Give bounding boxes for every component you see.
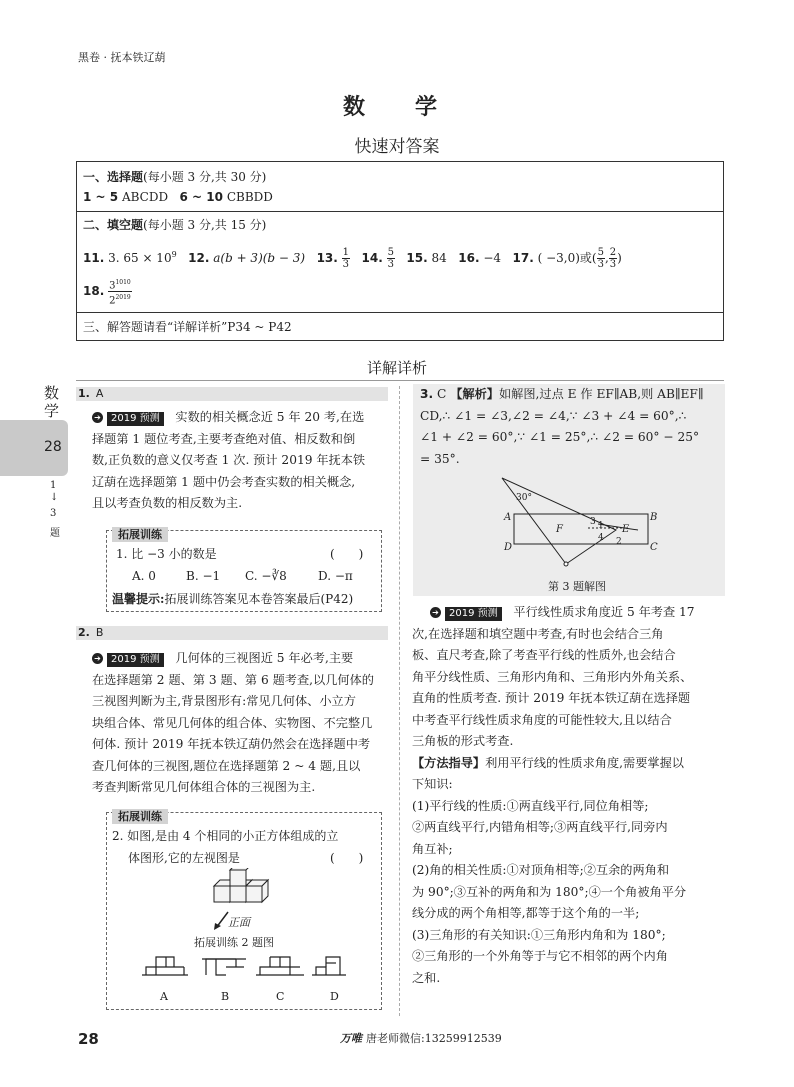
section-3-note: [77, 312, 723, 340]
q18-fraction: [108, 277, 132, 307]
q14-fraction: [387, 247, 395, 270]
prediction-tag: 2019 预测: [107, 412, 164, 426]
q12-value: a(b + 3)(b − 3): [213, 251, 306, 265]
q3-prediction-line: 中考查平行线性质求角度的可能性较大,且以结合: [412, 712, 672, 727]
q17-den1: 3: [597, 259, 604, 270]
q18-label: 18.: [83, 284, 105, 298]
q2-extension-q-line2: 体图形,它的左视图是: [128, 851, 240, 865]
front-label: 正面: [228, 916, 250, 929]
q1-extension-label: [112, 523, 168, 542]
method-label: 【方法指导】: [412, 755, 486, 770]
q15-label: 15.: [406, 251, 428, 265]
point-b: B: [650, 512, 658, 523]
side-subject-1: 数: [44, 384, 60, 402]
point-c: C: [650, 542, 658, 553]
section-1-answers: [77, 190, 723, 204]
q17-label: 17.: [512, 251, 534, 265]
q16-value: −4: [483, 251, 502, 265]
section-1-note: (每小题 3 分,共 30 分): [143, 170, 267, 184]
q3-analysis-label: 【解析】: [450, 387, 499, 401]
q17-fraction-2: [609, 247, 617, 270]
q1-line: 数,正负数的意义仅考查 1 次. 预计 2019 年抚本铁: [92, 453, 366, 467]
q1-option-a: A. 0: [132, 569, 156, 583]
q3-solution: [420, 384, 726, 470]
view-options-figure: [140, 955, 350, 989]
section-2-note: (每小题 3 分,共 15 分): [143, 218, 267, 232]
q2-extension-q-line1: 2. 如图,是由 4 个相同的小正方体组成的立: [112, 829, 339, 843]
q1-prediction: [92, 407, 392, 515]
section-2-title: 二、填空题: [83, 218, 144, 232]
q3-solution-line: CD,∴ ∠1 = ∠3,∠2 = ∠4,∵ ∠3 + ∠4 = 60°,∴: [420, 408, 687, 423]
q1-option-c: C. −∛8: [245, 569, 287, 583]
section-2-answers-row2: [77, 272, 723, 310]
q11-exponent: 9: [171, 250, 177, 259]
q1-extension-title: 拓展训练: [112, 527, 168, 542]
q13-label: 13.: [316, 251, 338, 265]
angle-2-label: 2: [616, 537, 622, 547]
footer-page-number: 28: [78, 1030, 99, 1048]
side-range-unit: 题: [50, 528, 60, 539]
q13-fraction: [342, 247, 350, 270]
q2-extension-label: [112, 805, 168, 824]
q18-den: 2: [109, 295, 116, 307]
q2-extension-title: 拓展训练: [112, 809, 168, 824]
q1-line: 辽葫在选择题第 1 题中仍会考查实数的相关概念,: [92, 474, 356, 489]
section-1-title: 一、选择题: [83, 170, 144, 184]
q17-sep: ,: [604, 251, 609, 265]
q3-method-line: 线分成的两个角相等,都等于这个角的一半;: [412, 906, 640, 920]
point-d: D: [504, 542, 513, 553]
contact-text: 唐老师微信:13259912539: [366, 1032, 502, 1045]
q3-prediction-line: 直角的性质考查. 预计 2019 年抚本铁辽葫在选择题: [412, 691, 691, 705]
q16-label: 16.: [458, 251, 480, 265]
q1-5-answers: ABCDD: [121, 190, 169, 204]
arrow-icon: ➔: [92, 653, 103, 664]
quick-answer-box: [76, 161, 724, 341]
running-header: 黑卷 · 抚本铁辽葫: [78, 51, 166, 64]
q3-answer: C: [437, 387, 447, 401]
q3-prediction-line: 平行线性质求角度近 5 年考查 17: [513, 605, 695, 619]
q3-prediction-line: 板、直尺考查,除了考查平行线的性质外,也会结合: [412, 648, 676, 662]
q2-answer-bar: [76, 626, 388, 640]
view-option-a: A: [160, 990, 168, 1003]
q3-prediction-line: 三角板的形式考查.: [412, 734, 514, 748]
q1-5-label: 1 ~ 5: [83, 190, 119, 204]
side-range-top: 1: [50, 480, 57, 491]
angle-30-label: 30°: [516, 493, 532, 503]
q18-num-exp: 1010: [115, 278, 131, 286]
q2-figure-caption: 拓展训练 2 题图: [194, 936, 274, 949]
q3-prediction: [412, 602, 728, 989]
q2-line: 几何体的三视图近 5 年必考,主要: [175, 651, 354, 665]
page-title: 数 学: [342, 95, 451, 120]
section-1-heading: [77, 168, 723, 185]
q1-hint: [112, 590, 353, 607]
q3-prediction-line: 角平分线性质、三角形内角和、三角形内外角关系、: [412, 669, 693, 684]
q1-answer: A: [95, 387, 104, 400]
quick-answer-heading: 快速对答案: [354, 137, 440, 157]
q17-value-a: ( −3,0)或(: [537, 251, 597, 265]
q1-line: 且以考查负数的相反数为主.: [92, 496, 243, 510]
q14-num: 5: [387, 247, 394, 258]
q1-line: 择题第 1 题位考查,主要考查绝对值、相反数和倒: [92, 431, 356, 446]
arrow-icon: ➔: [430, 607, 441, 618]
q2-label: 2.: [78, 626, 90, 639]
q14-den: 3: [387, 259, 394, 270]
q2-line: 查几何体的三视图,题位在选择题第 2 ~ 4 题,且以: [92, 758, 361, 773]
q13-num: 1: [342, 247, 350, 258]
point-f: F: [556, 524, 563, 535]
q3-method-line: ②三角形的一个外角等于与它不相邻的两个内角: [412, 949, 668, 963]
view-option-c: C: [276, 990, 285, 1003]
q17-fraction-1: [597, 247, 605, 270]
heading-divider: [76, 380, 724, 381]
q11-value: 3. 65 × 10: [108, 251, 172, 265]
q3-figure-caption: 第 3 题解图: [548, 580, 606, 593]
section-3-text: 三、解答题请看“详解详析”P34 ~ P42: [83, 320, 292, 334]
q14-label: 14.: [361, 251, 383, 265]
q1-option-b: B. −1: [186, 569, 221, 583]
arrow-icon: ➔: [92, 412, 103, 423]
hint-text: 拓展训练答案见本卷答案最后(P42): [164, 592, 354, 606]
q1-label: 1.: [78, 387, 90, 400]
q3-method-line: (1)平行线的性质:①两直线平行,同位角相等;: [412, 798, 649, 813]
detail-heading: 详解详析: [366, 359, 427, 377]
q3-solution-line: = 35°.: [420, 451, 460, 466]
view-option-b: B: [221, 990, 230, 1003]
q3-solution-line: ∠1 + ∠2 = 60°,∵ ∠1 = 25°,∴ ∠2 = 60° − 25°: [420, 430, 700, 444]
q3-label: 3.: [420, 387, 434, 401]
q2-line: 在选择题第 2 题、第 3 题、第 6 题考查,以几何体的: [92, 672, 374, 687]
hint-label: 温馨提示:: [112, 592, 165, 606]
q18-num: 3: [109, 280, 116, 291]
section-2-heading: [77, 211, 723, 238]
q11-label: 11.: [83, 251, 105, 265]
q2-line: 考查判断常见几何体组合体的三视图为主.: [92, 780, 316, 794]
q3-method-line: 之和.: [412, 970, 441, 985]
side-range-arrow: ↓: [50, 492, 59, 503]
q17-close: ): [617, 251, 622, 265]
prediction-tag: 2019 预测: [445, 607, 502, 621]
view-option-d: D: [330, 990, 339, 1003]
side-subject-2: 学: [44, 402, 60, 420]
q17-num2: 2: [609, 247, 617, 258]
q1-extension-paren: ( ): [330, 547, 364, 561]
q17-den2: 3: [609, 259, 617, 270]
angle-4-label: 4: [598, 533, 604, 543]
q2-line: 块组合体、常见几何体的组合体、实物图、不完整几: [92, 715, 373, 730]
q1-line: 实数的相关概念近 5 年 20 考,在选: [175, 410, 365, 424]
q6-10-label: 6 ~ 10: [179, 190, 223, 204]
q3-geometry-figure: [498, 468, 670, 578]
footer-contact: [340, 1030, 502, 1046]
q2-line: 三视图判断为主,背景图形有:常见几何体、小立方: [92, 694, 356, 708]
q3-solution-line: 如解图,过点 E 作 EF∥AB,则 AB∥EF∥: [498, 387, 704, 401]
q3-method-line: ②两直线平行,内错角相等;③两直线平行,同旁内: [412, 820, 668, 834]
q2-prediction: [92, 648, 392, 799]
q3-method-line: 为 90°;③互补的两角和为 180°;④一个角被角平分: [412, 884, 687, 899]
brand-logo: 万唯: [340, 1032, 362, 1045]
q18-den-exp: 2019: [115, 294, 131, 301]
q13-den: 3: [342, 259, 350, 270]
q6-10-answers: CBBDD: [226, 190, 273, 204]
side-page-number: 28: [44, 439, 62, 455]
q3-method-line: 角互补;: [412, 841, 453, 856]
q17-num1: 5: [597, 247, 604, 258]
point-a: A: [504, 512, 512, 523]
q3-method-line: 下知识:: [412, 777, 453, 791]
q3-method-line: (3)三角形的有关知识:①三角形内角和为 180°;: [412, 927, 666, 942]
q3-prediction-line: 次,在选择题和填空题中考查,有时也会结合三角: [412, 626, 664, 641]
prediction-tag: 2019 预测: [107, 653, 164, 667]
angle-1-label: 1: [598, 521, 604, 531]
side-range-bottom: 3: [50, 508, 57, 519]
angle-3-label: 3: [590, 517, 596, 527]
q12-label: 12.: [188, 251, 210, 265]
q2-answer: B: [95, 626, 104, 639]
q15-value: 84: [431, 251, 447, 265]
column-separator: [399, 386, 400, 1016]
q1-answer-bar: [76, 387, 388, 401]
q3-method-line: 利用平行线的性质求角度,需要掌握以: [485, 755, 684, 770]
q1-extension-question: 1. 比 −3 小的数是: [116, 547, 217, 561]
q3-method-line: (2)角的相关性质:①对顶角相等;②互余的两角和: [412, 863, 670, 877]
q1-option-d: D. −π: [318, 569, 353, 583]
section-2-answers-row1: [77, 238, 723, 272]
q2-line: 何体. 预计 2019 年抚本铁辽葫仍然会在选择题中考: [92, 737, 371, 751]
q2-extension-paren: ( ): [330, 851, 364, 865]
point-e: E: [622, 524, 630, 535]
